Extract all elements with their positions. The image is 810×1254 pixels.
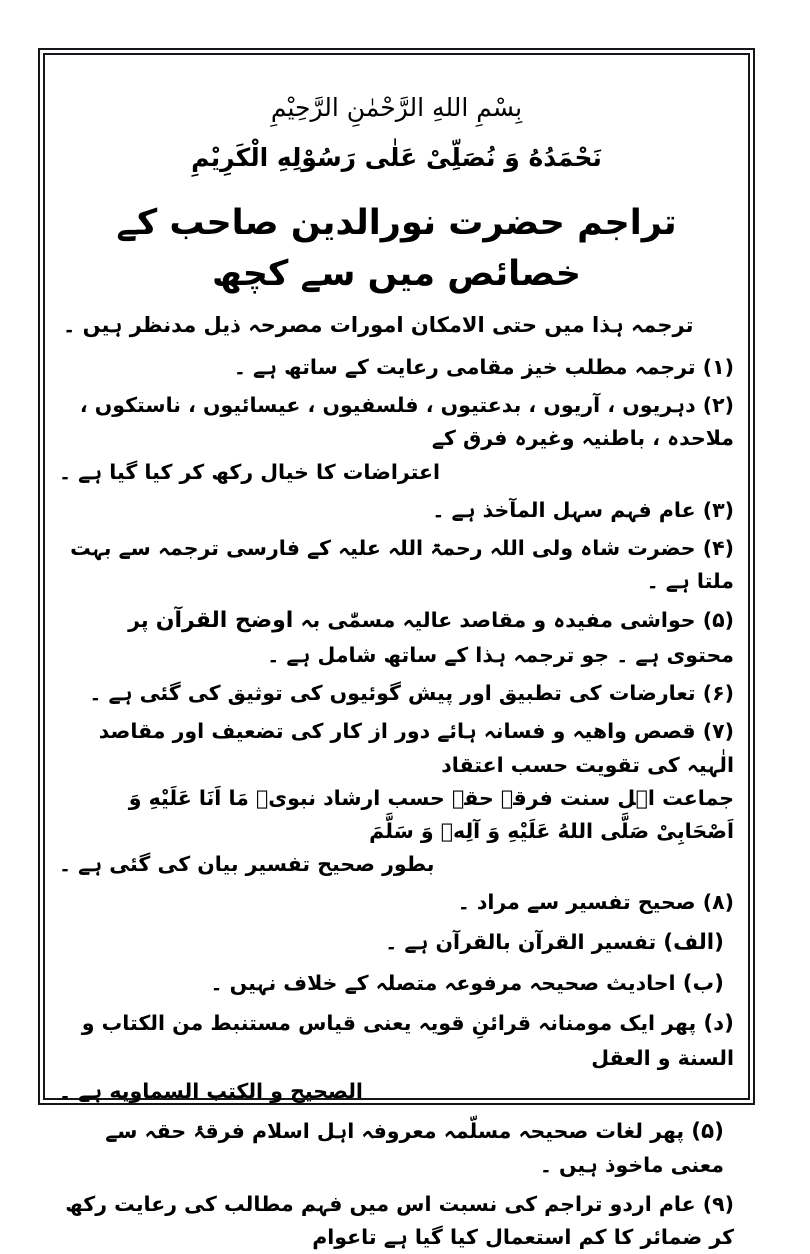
item-line xyxy=(59,603,734,672)
page-border-frame xyxy=(38,48,755,1249)
item-line xyxy=(59,532,734,598)
sub-item-text-before: پھر ایک مومنانہ قرائنِ قویہ یعنی xyxy=(355,1011,697,1036)
item-line xyxy=(59,886,734,919)
document-content xyxy=(45,55,748,1249)
hadith-arabic-quote: مَا اَنَا عَلَیْهِ وَ اَصْحَابِیْ صَلَّی اللهُ عَلَیْهِ وَ آلِهٖ وَ سَلَّمَ xyxy=(128,785,734,844)
item-text: ترجمہ مطلب خیز مقامی رعایت کے ساتھ ہے ۔ xyxy=(233,355,696,379)
item-text: صحیح تفسیر سے مراد ۔ xyxy=(457,890,696,915)
item-text: عام اردو تراجم کی نسبت اس میں فہم مطالب کی رعایت رکھ کر ضمائر کا کم استعمال کیا گیا ہے تاعوام xyxy=(65,1191,734,1249)
item-marker: (۴) xyxy=(702,536,734,561)
item-marker: (۵) xyxy=(702,608,734,633)
item-line xyxy=(59,494,734,527)
item-text: تعارضات کی تطبیق اور پیش گوئیوں کی توثیق کی گئی ہے ۔ xyxy=(89,681,696,706)
sub-item-text: پھر لغات صحیحہ مسلّمہ معروفہ اہل اسلام فرقۂ حقہ سے معنی ماخوذ ہیں ۔ xyxy=(105,1118,724,1178)
list-item-final xyxy=(59,1188,734,1254)
sub-list-item-five xyxy=(59,1115,734,1183)
sub-item-marker: (ب) xyxy=(682,970,724,996)
item-text-before: جماعت اہل سنت فرقہ حقہ حسب ارشاد نبویؐ xyxy=(248,785,734,810)
item-line xyxy=(59,715,734,781)
sub-list-item-daal xyxy=(59,1007,734,1108)
list-item xyxy=(59,532,734,598)
sub-item-text-after: ہے ۔ xyxy=(59,1079,103,1104)
item-text: دہریوں ، آریوں ، بدعتیوں ، فلسفیوں ، عیسائیوں ، ناستکوں ، ملاحدہ ، باطنیہ وغیرہ فرق کے xyxy=(79,393,734,451)
item-marker: (۹) xyxy=(702,1191,734,1216)
list-item xyxy=(59,494,734,527)
sub-list-item-alif xyxy=(59,926,734,961)
item-line xyxy=(59,1188,734,1254)
item-line xyxy=(59,782,734,848)
list-item xyxy=(59,389,734,489)
item-text: قصص واھیہ و فسانہ ہائے دور از کار کی تضعیف اور مقاصد الٰہیہ کی تقویت حسب اعتقاد xyxy=(98,719,734,777)
page-border-inner xyxy=(43,53,750,1249)
item-line xyxy=(59,456,734,489)
item-text: بطور صحیح تفسیر بیان کی گئی ہے ۔ xyxy=(59,852,435,877)
sub-item-marker: (۵) xyxy=(691,1118,724,1144)
arabic-qiyas-phrase: قیاس مستنبط من الکتاب و السنة و العقل xyxy=(81,1011,734,1071)
item-marker: (۶) xyxy=(702,681,734,706)
item-text: حضرت شاہ ولی اللہ رحمۃ اللہ علیہ کے فارسی ترجمہ سے بہت ملتا ہے ۔ xyxy=(70,536,734,594)
list-item xyxy=(59,677,734,710)
item-text: اعتراضات کا خیال رکھ کر کیا گیا ہے ۔ xyxy=(59,459,441,484)
item-marker: (۱) xyxy=(702,355,734,379)
sub-list-item-bay xyxy=(59,967,734,1002)
list-item xyxy=(59,715,734,881)
item-text: عام فہم سہل المآخذ ہے ۔ xyxy=(432,497,696,522)
item-text-after: پر محتوی ہے ۔ جو ترجمہ ہذا کے ساتھ شامل ہے ۔ xyxy=(128,608,734,668)
item-line xyxy=(59,677,734,710)
item-text-before: حواشی مفیدہ و مقاصد عالیہ مسمّٰی بہ xyxy=(293,608,696,633)
sub-item-marker: (د) xyxy=(703,1011,734,1037)
sub-item-text: احادیث صحیحہ مرفوعہ متصلہ کے خلاف نہیں ۔ xyxy=(210,970,676,995)
item-line xyxy=(59,351,734,384)
page-title: تراجم حضرت نورالدین صاحب کے خصائص میں سے کچھ xyxy=(116,203,677,294)
page-subtitle: ترجمہ ہذا میں حتی الامکان امورات مصرحہ ذیل مدنظر ہیں ۔ xyxy=(63,312,694,337)
item-marker: (۲) xyxy=(702,393,734,418)
list-item xyxy=(59,603,734,672)
item-line xyxy=(59,389,734,455)
list-item xyxy=(59,886,734,919)
item-marker: (۸) xyxy=(702,890,734,915)
item-line xyxy=(59,1007,734,1075)
item-line xyxy=(59,848,734,881)
item-marker: (۷) xyxy=(702,719,734,744)
sub-item-marker: (الف) xyxy=(663,929,724,955)
salutation-line: نَحْمَدُهُ وَ نُصَلِّیْ عَلٰی رَسُوْلِهِ الْکَرِیْمِ xyxy=(191,142,602,172)
numbered-item-list xyxy=(59,351,734,1254)
item-line xyxy=(59,1075,734,1108)
sub-item-text: تفسیر القرآن بالقرآن ہے ۔ xyxy=(385,929,657,954)
basmala-line: بِسْمِ اللهِ الرَّحْمٰنِ الرَّحِیْمِ xyxy=(270,93,523,122)
item-marker: (۳) xyxy=(702,497,734,522)
arabic-qiyas-phrase-cont: الصحیح و الکتب السماویه xyxy=(109,1079,363,1104)
book-name-awzah-ul-quran: اوضح القرآن xyxy=(155,608,294,634)
list-item xyxy=(59,351,734,384)
